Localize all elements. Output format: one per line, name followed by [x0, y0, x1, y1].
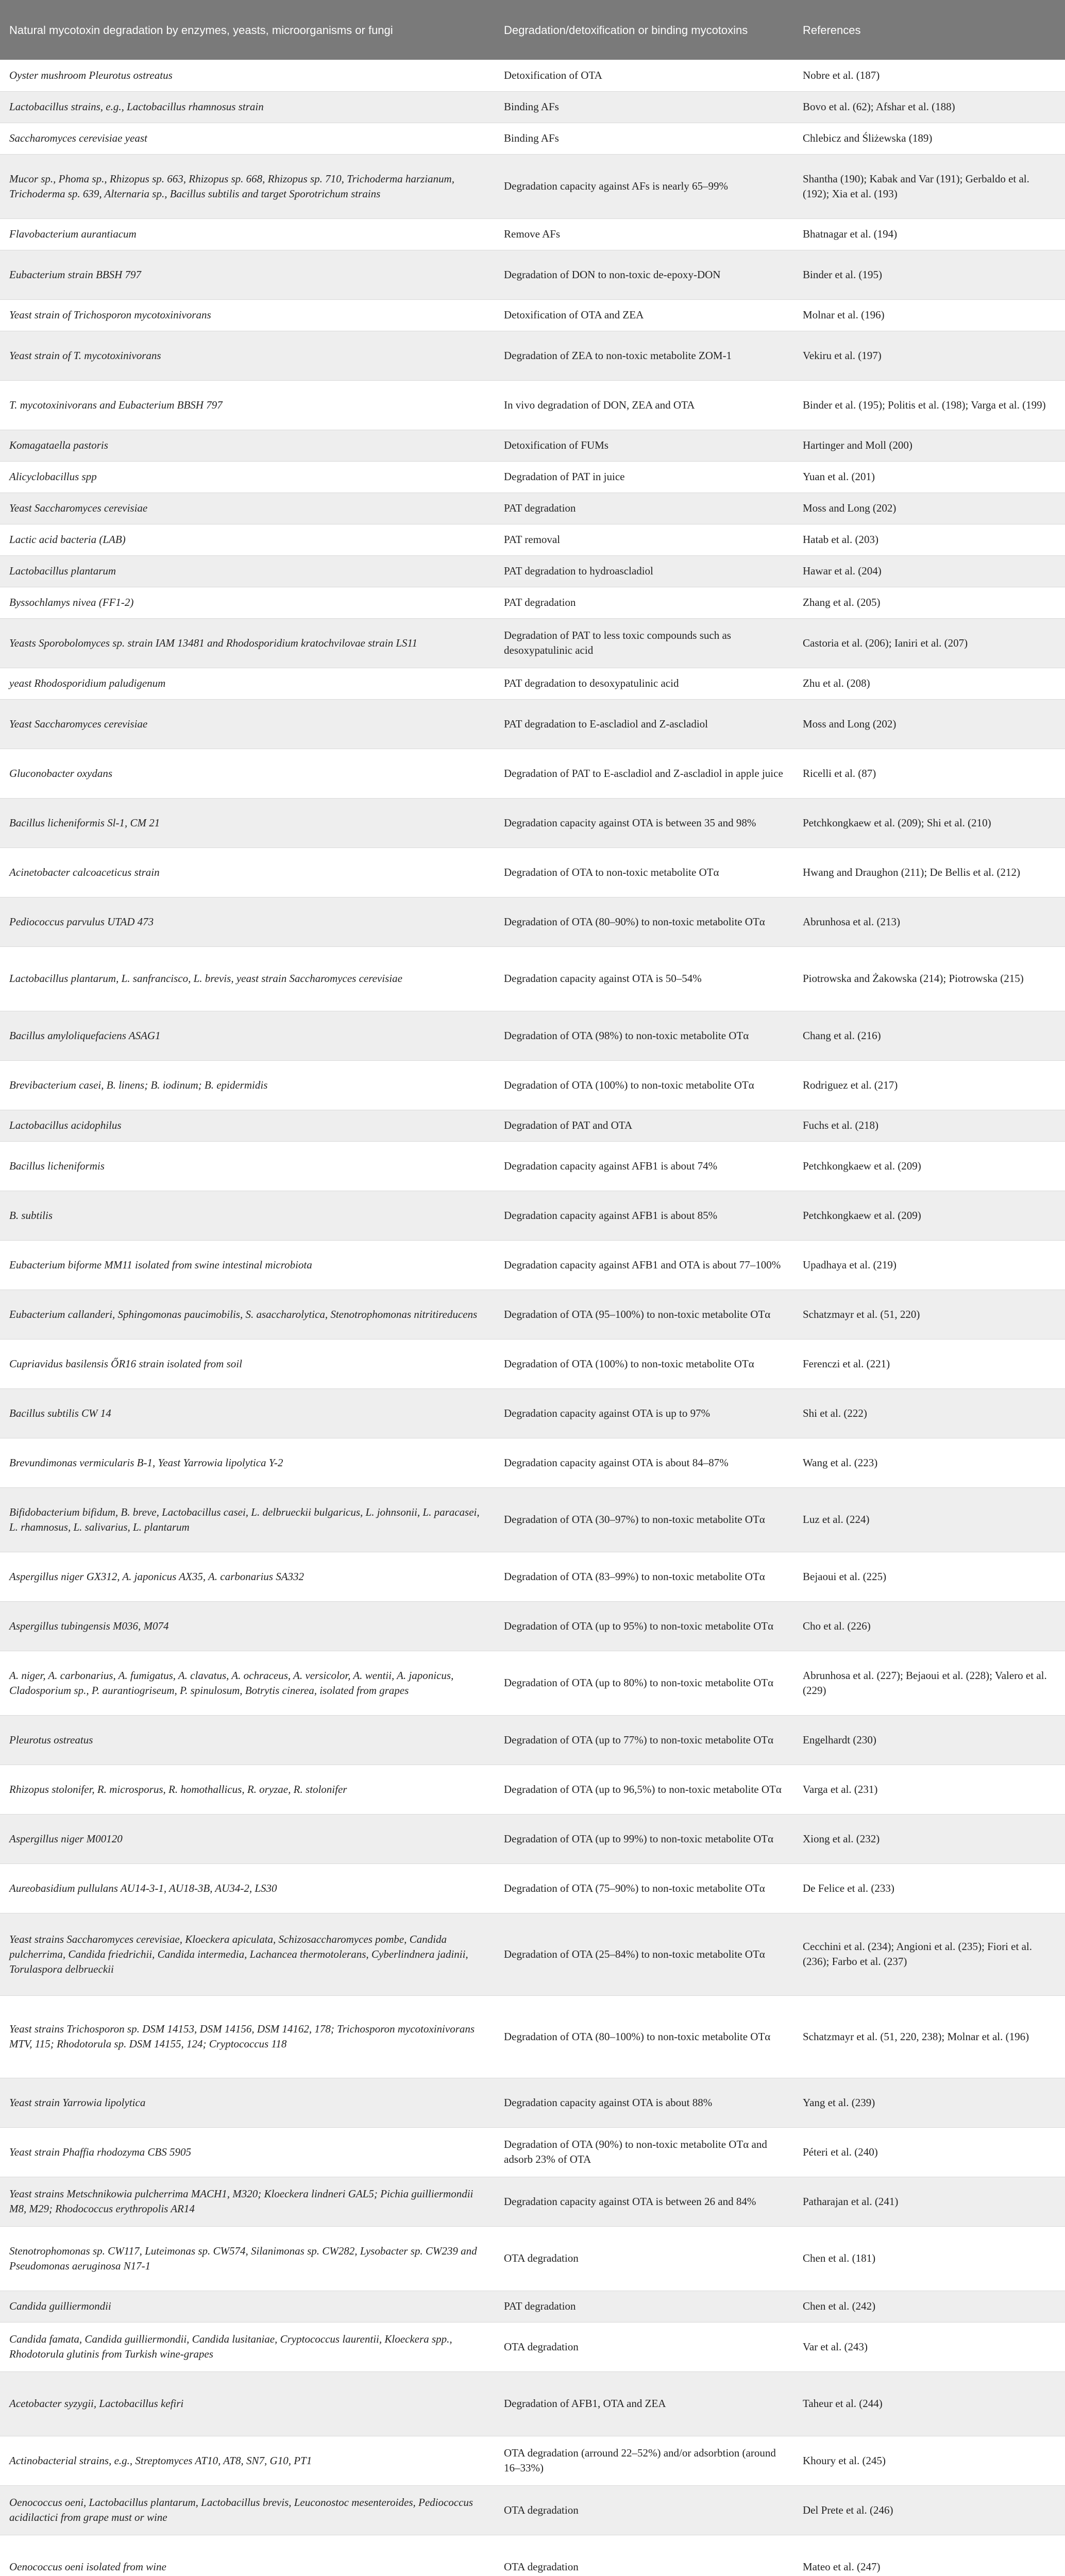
- table-row: [0, 946, 1065, 1011]
- degradation-cell: Degradation capacity against AFB1 is about 74%: [495, 1141, 793, 1191]
- table-row: [0, 1601, 1065, 1651]
- table-row: [0, 1339, 1065, 1388]
- table-row: [0, 1487, 1065, 1552]
- degradation-cell: Degradation of OTA (95–100%) to non-toxic metabolite OTα: [495, 1290, 793, 1339]
- reference-cell: Bhatnagar et al. (194): [793, 218, 1065, 250]
- degradation-cell: Degradation capacity against OTA is about 88%: [495, 2078, 793, 2127]
- organism-cell: Brevibacterium casei, B. linens; B. iodinum; B. epidermidis: [0, 1060, 495, 1110]
- reference-cell: Piotrowska and Żakowska (214); Piotrowska (215): [793, 946, 1065, 1011]
- degradation-cell: Degradation capacity against OTA is about 84–87%: [495, 1438, 793, 1487]
- table-row: [0, 2127, 1065, 2177]
- organism-cell: Lactobacillus strains, e.g., Lactobacillus rhamnosus strain: [0, 91, 495, 123]
- organism-cell: Actinobacterial strains, e.g., Streptomyces AT10, AT8, SN7, G10, PT1: [0, 2436, 495, 2485]
- reference-cell: Taheur et al. (244): [793, 2371, 1065, 2436]
- reference-cell: Binder et al. (195); Politis et al. (198); Varga et al. (199): [793, 380, 1065, 430]
- degradation-cell: Binding AFs: [495, 91, 793, 123]
- table-row: [0, 493, 1065, 524]
- reference-cell: Hatab et al. (203): [793, 524, 1065, 555]
- degradation-cell: Degradation capacity against OTA is up to 97%: [495, 1388, 793, 1438]
- reference-cell: Moss and Long (202): [793, 493, 1065, 524]
- degradation-cell: Degradation of ZEA to non-toxic metabolite ZOM-1: [495, 331, 793, 380]
- table-row: [0, 2322, 1065, 2371]
- degradation-cell: Degradation of DON to non-toxic de-epoxy-DON: [495, 250, 793, 299]
- degradation-cell: Degradation of OTA (30–97%) to non-toxic metabolite OTα: [495, 1487, 793, 1552]
- reference-cell: Petchkongkaew et al. (209): [793, 1141, 1065, 1191]
- degradation-cell: Detoxification of OTA: [495, 60, 793, 91]
- reference-cell: Binder et al. (195): [793, 250, 1065, 299]
- header-row: [0, 0, 1065, 60]
- organism-cell: Aureobasidium pullulans AU14-3-1, AU18-3B, AU34-2, LS30: [0, 1863, 495, 1913]
- reference-cell: Xiong et al. (232): [793, 1814, 1065, 1863]
- degradation-cell: OTA degradation: [495, 2322, 793, 2371]
- organism-cell: Saccharomyces cerevisiae yeast: [0, 123, 495, 154]
- degradation-cell: Degradation of OTA (90%) to non-toxic metabolite OTα and adsorb 23% of OTA: [495, 2127, 793, 2177]
- table-row: [0, 1438, 1065, 1487]
- table-row: [0, 2535, 1065, 2576]
- organism-cell: Mucor sp., Phoma sp., Rhizopus sp. 663, Rhizopus sp. 668, Rhizopus sp. 710, Trichoderma harzianum, Trichoderma sp. 639, Alternaria sp., Bacillus subtilis and target Sporotrichum strains: [0, 154, 495, 218]
- organism-cell: Aspergillus tubingensis M036, M074: [0, 1601, 495, 1651]
- reference-cell: Cecchini et al. (234); Angioni et al. (235); Fiori et al. (236); Farbo et al. (237): [793, 1913, 1065, 1995]
- reference-cell: De Felice et al. (233): [793, 1863, 1065, 1913]
- degradation-cell: Degradation of OTA (up to 77%) to non-toxic metabolite OTα: [495, 1715, 793, 1765]
- table-row: [0, 2226, 1065, 2291]
- organism-cell: Yeasts Sporobolomyces sp. strain IAM 13481 and Rhodosporidium kratochvilovae strain LS11: [0, 618, 495, 668]
- organism-cell: Eubacterium biforme MM11 isolated from swine intestinal microbiota: [0, 1240, 495, 1290]
- organism-cell: Bacillus amyloliquefaciens ASAG1: [0, 1011, 495, 1060]
- reference-cell: Chang et al. (216): [793, 1011, 1065, 1060]
- organism-cell: B. subtilis: [0, 1191, 495, 1240]
- table-row: [0, 218, 1065, 250]
- organism-cell: Yeast strain of T. mycotoxinivorans: [0, 331, 495, 380]
- degradation-cell: Degradation of OTA (100%) to non-toxic metabolite OTα: [495, 1060, 793, 1110]
- table-row: [0, 1814, 1065, 1863]
- organism-cell: Yeast strain Yarrowia lipolytica: [0, 2078, 495, 2127]
- reference-cell: Petchkongkaew et al. (209): [793, 1191, 1065, 1240]
- table-row: [0, 749, 1065, 798]
- degradation-cell: OTA degradation: [495, 2535, 793, 2576]
- reference-cell: Chlebicz and Śliżewska (189): [793, 123, 1065, 154]
- organism-cell: Acetobacter syzygii, Lactobacillus kefiri: [0, 2371, 495, 2436]
- degradation-cell: PAT degradation: [495, 2291, 793, 2322]
- degradation-cell: Degradation of PAT to less toxic compounds such as desoxypatulinic acid: [495, 618, 793, 668]
- table-row: [0, 2078, 1065, 2127]
- organism-cell: Yeast strain Phaffia rhodozyma CBS 5905: [0, 2127, 495, 2177]
- organism-cell: Yeast Saccharomyces cerevisiae: [0, 493, 495, 524]
- table-row: [0, 1715, 1065, 1765]
- table-row: [0, 1240, 1065, 1290]
- reference-cell: Cho et al. (226): [793, 1601, 1065, 1651]
- reference-cell: Chen et al. (242): [793, 2291, 1065, 2322]
- organism-cell: Yeast strains Saccharomyces cerevisiae, Kloeckera apiculata, Schizosaccharomyces pombe, Candida pulcherrima, Candida friedrichii, Candida intermedia, Lachancea thermotolerans, Cyberlindnera jadinii, Torulaspora delbrueckii: [0, 1913, 495, 1995]
- reference-cell: Hartinger and Moll (200): [793, 430, 1065, 461]
- reference-cell: Yuan et al. (201): [793, 461, 1065, 493]
- organism-cell: T. mycotoxinivorans and Eubacterium BBSH 797: [0, 380, 495, 430]
- organism-cell: Aspergillus niger GX312, A. japonicus AX35, A. carbonarius SA332: [0, 1552, 495, 1601]
- degradation-cell: Degradation capacity against AFB1 and OTA is about 77–100%: [495, 1240, 793, 1290]
- degradation-cell: OTA degradation (arround 22–52%) and/or adsorbtion (around 16–33%): [495, 2436, 793, 2485]
- table-row: [0, 250, 1065, 299]
- organism-cell: Lactobacillus acidophilus: [0, 1110, 495, 1141]
- reference-cell: Nobre et al. (187): [793, 60, 1065, 91]
- degradation-cell: Degradation of OTA (98%) to non-toxic metabolite OTα: [495, 1011, 793, 1060]
- organism-cell: Acinetobacter calcoaceticus strain: [0, 848, 495, 897]
- table-row: [0, 380, 1065, 430]
- reference-cell: Schatzmayr et al. (51, 220, 238); Molnar et al. (196): [793, 1995, 1065, 2078]
- reference-cell: Zhang et al. (205): [793, 587, 1065, 618]
- organism-cell: Yeast strains Metschnikowia pulcherrima MACH1, M320; Kloeckera lindneri GAL5; Pichia guilliermondii M8, M29; Rhodococcus erythropolis AR14: [0, 2177, 495, 2226]
- table-row: [0, 1863, 1065, 1913]
- reference-cell: Rodriguez et al. (217): [793, 1060, 1065, 1110]
- degradation-cell: In vivo degradation of DON, ZEA and OTA: [495, 380, 793, 430]
- degradation-cell: Degradation of OTA (80–90%) to non-toxic metabolite OTα: [495, 897, 793, 946]
- table-row: [0, 798, 1065, 848]
- reference-cell: Fuchs et al. (218): [793, 1110, 1065, 1141]
- table-row: [0, 555, 1065, 587]
- reference-cell: Wang et al. (223): [793, 1438, 1065, 1487]
- reference-cell: Upadhaya et al. (219): [793, 1240, 1065, 1290]
- reference-cell: Moss and Long (202): [793, 699, 1065, 749]
- degradation-cell: PAT degradation: [495, 493, 793, 524]
- reference-cell: Bovo et al. (62); Afshar et al. (188): [793, 91, 1065, 123]
- table-row: [0, 154, 1065, 218]
- reference-cell: Patharajan et al. (241): [793, 2177, 1065, 2226]
- organism-cell: Lactobacillus plantarum, L. sanfranciscо, L. brevis, yeast strain Saccharomyces cerevisiae: [0, 946, 495, 1011]
- organism-cell: Gluconobacter oxydans: [0, 749, 495, 798]
- degradation-cell: Degradation capacity against AFB1 is about 85%: [495, 1191, 793, 1240]
- degradation-cell: PAT degradation to desoxypatulinic acid: [495, 668, 793, 699]
- organism-cell: Yeast strain of Trichosporon mycotoxinivorans: [0, 299, 495, 331]
- organism-cell: Alicyclobacillus spp: [0, 461, 495, 493]
- table-row: [0, 430, 1065, 461]
- reference-cell: Vekiru et al. (197): [793, 331, 1065, 380]
- organism-cell: Lactic acid bacteria (LAB): [0, 524, 495, 555]
- degradation-cell: Degradation of OTA (up to 96,5%) to non-toxic metabolite OTα: [495, 1765, 793, 1814]
- table-row: [0, 1141, 1065, 1191]
- table-row: [0, 524, 1065, 555]
- table-row: [0, 1110, 1065, 1141]
- reference-cell: Péteri et al. (240): [793, 2127, 1065, 2177]
- table-row: [0, 1913, 1065, 1995]
- table-row: [0, 2485, 1065, 2535]
- reference-cell: Del Prete et al. (246): [793, 2485, 1065, 2535]
- organism-cell: Oyster mushroom Pleurotus ostreatus: [0, 60, 495, 91]
- degradation-cell: Binding AFs: [495, 123, 793, 154]
- table-row: [0, 2177, 1065, 2226]
- table-row: [0, 91, 1065, 123]
- degradation-cell: Degradation of OTA (up to 80%) to non-toxic metabolite OTα: [495, 1651, 793, 1715]
- reference-cell: Mateo et al. (247): [793, 2535, 1065, 2576]
- reference-cell: Shi et al. (222): [793, 1388, 1065, 1438]
- reference-cell: Engelhardt (230): [793, 1715, 1065, 1765]
- degradation-cell: Degradation of PAT to E-ascladiol and Z-ascladiol in apple juice: [495, 749, 793, 798]
- degradation-cell: Degradation of PAT and OTA: [495, 1110, 793, 1141]
- degradation-cell: Detoxification of OTA and ZEA: [495, 299, 793, 331]
- organism-cell: Brevundimonas vermicularis B-1, Yeast Yarrowia lipolytica Y-2: [0, 1438, 495, 1487]
- degradation-cell: Degradation capacity against OTA is 50–54%: [495, 946, 793, 1011]
- reference-cell: Chen et al. (181): [793, 2226, 1065, 2291]
- organism-cell: Eubacterium callanderi, Sphingomonas paucimobilis, S. asaccharolytica, Stenotrophomonas nitritireducens: [0, 1290, 495, 1339]
- table-row: [0, 1011, 1065, 1060]
- reference-cell: Petchkongkaew et al. (209); Shi et al. (210): [793, 798, 1065, 848]
- organism-cell: Aspergillus niger M00120: [0, 1814, 495, 1863]
- organism-cell: Komagataella pastoris: [0, 430, 495, 461]
- header-organism: Natural mycotoxin degradation by enzymes, yeasts, microorganisms or fungi: [0, 0, 495, 60]
- organism-cell: Oenococcus oeni, Lactobacillus plantarum, Lactobacillus brevis, Leuconostoc mesenteroides, Pediococcus acidilactici from grape must or wine: [0, 2485, 495, 2535]
- organism-cell: Byssochlamys nivea (FF1-2): [0, 587, 495, 618]
- table-row: [0, 1651, 1065, 1715]
- degradation-cell: Degradation of OTA (83–99%) to non-toxic metabolite OTα: [495, 1552, 793, 1601]
- organism-cell: Bifidobacterium bifidum, B. breve, Lactobacillus casei, L. delbrueckii bulgaricus, L. johnsonii, L. paracasei, L. rhamnosus, L. salivarius, L. plantarum: [0, 1487, 495, 1552]
- organism-cell: Bacillus licheniformis Sl-1, CM 21: [0, 798, 495, 848]
- degradation-cell: Degradation of OTA to non-toxic metabolite OTα: [495, 848, 793, 897]
- reference-cell: Hawar et al. (204): [793, 555, 1065, 587]
- reference-cell: Zhu et al. (208): [793, 668, 1065, 699]
- degradation-cell: PAT degradation to E-ascladiol and Z-ascladiol: [495, 699, 793, 749]
- reference-cell: Bejaoui et al. (225): [793, 1552, 1065, 1601]
- degradation-cell: Degradation capacity against AFs is nearly 65–99%: [495, 154, 793, 218]
- organism-cell: Flavobacterium aurantiacum: [0, 218, 495, 250]
- table-row: [0, 123, 1065, 154]
- degradation-cell: Degradation of AFB1, OTA and ZEA: [495, 2371, 793, 2436]
- degradation-cell: Degradation of OTA (up to 95%) to non-toxic metabolite OTα: [495, 1601, 793, 1651]
- table-row: [0, 848, 1065, 897]
- table-row: [0, 1191, 1065, 1240]
- table-row: [0, 618, 1065, 668]
- organism-cell: Stenotrophomonas sp. CW117, Luteimonas sp. CW574, Silanimonas sp. CW282, Lysobacter sp. CW239 and Pseudomonas aeruginosa N17-1: [0, 2226, 495, 2291]
- reference-cell: Castoria et al. (206); Ianiri et al. (207): [793, 618, 1065, 668]
- reference-cell: Khoury et al. (245): [793, 2436, 1065, 2485]
- degradation-cell: OTA degradation: [495, 2485, 793, 2535]
- table-row: [0, 60, 1065, 91]
- table-row: [0, 1552, 1065, 1601]
- organism-cell: Eubacterium strain BBSH 797: [0, 250, 495, 299]
- organism-cell: Rhizopus stolonifer, R. microsporus, R. homothallicus, R. oryzae, R. stolonifer: [0, 1765, 495, 1814]
- organism-cell: Cupriavidus basilensis ŐR16 strain isolated from soil: [0, 1339, 495, 1388]
- table-row: [0, 1290, 1065, 1339]
- table-row: [0, 299, 1065, 331]
- table-row: [0, 2436, 1065, 2485]
- degradation-cell: Degradation of OTA (up to 99%) to non-toxic metabolite OTα: [495, 1814, 793, 1863]
- organism-cell: Pleurotus ostreatus: [0, 1715, 495, 1765]
- degradation-cell: Degradation of PAT in juice: [495, 461, 793, 493]
- degradation-cell: Detoxification of FUMs: [495, 430, 793, 461]
- degradation-cell: Degradation capacity against OTA is between 26 and 84%: [495, 2177, 793, 2226]
- degradation-cell: Degradation of OTA (75–90%) to non-toxic metabolite OTα: [495, 1863, 793, 1913]
- reference-cell: Schatzmayr et al. (51, 220): [793, 1290, 1065, 1339]
- degradation-cell: Degradation of OTA (80–100%) to non-toxic metabolite OTα: [495, 1995, 793, 2078]
- degradation-cell: Degradation of OTA (25–84%) to non-toxic metabolite OTα: [495, 1913, 793, 1995]
- organism-cell: yeast Rhodosporidium paludigenum: [0, 668, 495, 699]
- table-row: [0, 587, 1065, 618]
- reference-cell: Shantha (190); Kabak and Var (191); Gerbaldo et al. (192); Xia et al. (193): [793, 154, 1065, 218]
- degradation-cell: OTA degradation: [495, 2226, 793, 2291]
- table-row: [0, 2371, 1065, 2436]
- table-row: [0, 668, 1065, 699]
- table-row: [0, 699, 1065, 749]
- organism-cell: Oenococcus oeni isolated from wine: [0, 2535, 495, 2576]
- reference-cell: Luz et al. (224): [793, 1487, 1065, 1552]
- reference-cell: Ferenczi et al. (221): [793, 1339, 1065, 1388]
- reference-cell: Hwang and Draughon (211); De Bellis et al. (212): [793, 848, 1065, 897]
- organism-cell: Pediococcus parvulus UTAD 473: [0, 897, 495, 946]
- degradation-cell: PAT degradation to hydroascladiol: [495, 555, 793, 587]
- organism-cell: Yeast strains Trichosporon sp. DSM 14153, DSM 14156, DSM 14162, 178; Trichosporon mycotoxinivorans MTV, 115; Rhodotorula sp. DSM 14155, 124; Cryptococcus 118: [0, 1995, 495, 2078]
- table-row: [0, 1995, 1065, 2078]
- degradation-cell: PAT degradation: [495, 587, 793, 618]
- table-row: [0, 1060, 1065, 1110]
- organism-cell: Candida famata, Candida guilliermondii, Candida lusitaniae, Cryptococcus laurentii, Kloeckera spp., Rhodotorula glutinis from Turkish wine-grapes: [0, 2322, 495, 2371]
- reference-cell: Varga et al. (231): [793, 1765, 1065, 1814]
- reference-cell: Ricelli et al. (87): [793, 749, 1065, 798]
- reference-cell: Var et al. (243): [793, 2322, 1065, 2371]
- table-header: [0, 0, 1065, 60]
- organism-cell: Lactobacillus plantarum: [0, 555, 495, 587]
- reference-cell: Abrunhosa et al. (213): [793, 897, 1065, 946]
- table-row: [0, 331, 1065, 380]
- degradation-cell: PAT removal: [495, 524, 793, 555]
- organism-cell: Yeast Saccharomyces cerevisiae: [0, 699, 495, 749]
- degradation-cell: Remove AFs: [495, 218, 793, 250]
- table-row: [0, 2291, 1065, 2322]
- header-references: References: [793, 0, 1065, 60]
- table-row: [0, 461, 1065, 493]
- organism-cell: A. niger, A. carbonarius, A. fumigatus, A. clavatus, A. ochraceus, A. versicolor, A. wentii, A. japonicus, Cladosporium sp., P. aurantiogriseum, P. spinulosum, Botrytis cinerea, isolated from grapes: [0, 1651, 495, 1715]
- table-body: [0, 60, 1065, 2576]
- reference-cell: Yang et al. (239): [793, 2078, 1065, 2127]
- degradation-cell: Degradation of OTA (100%) to non-toxic metabolite OTα: [495, 1339, 793, 1388]
- degradation-cell: Degradation capacity against OTA is between 35 and 98%: [495, 798, 793, 848]
- table-row: [0, 1388, 1065, 1438]
- reference-cell: Abrunhosa et al. (227); Bejaoui et al. (228); Valero et al. (229): [793, 1651, 1065, 1715]
- header-degradation: Degradation/detoxification or binding mycotoxins: [495, 0, 793, 60]
- organism-cell: Bacillus subtilis CW 14: [0, 1388, 495, 1438]
- organism-cell: Bacillus licheniformis: [0, 1141, 495, 1191]
- table-row: [0, 1765, 1065, 1814]
- organism-cell: Candida guilliermondii: [0, 2291, 495, 2322]
- table-row: [0, 897, 1065, 946]
- reference-cell: Molnar et al. (196): [793, 299, 1065, 331]
